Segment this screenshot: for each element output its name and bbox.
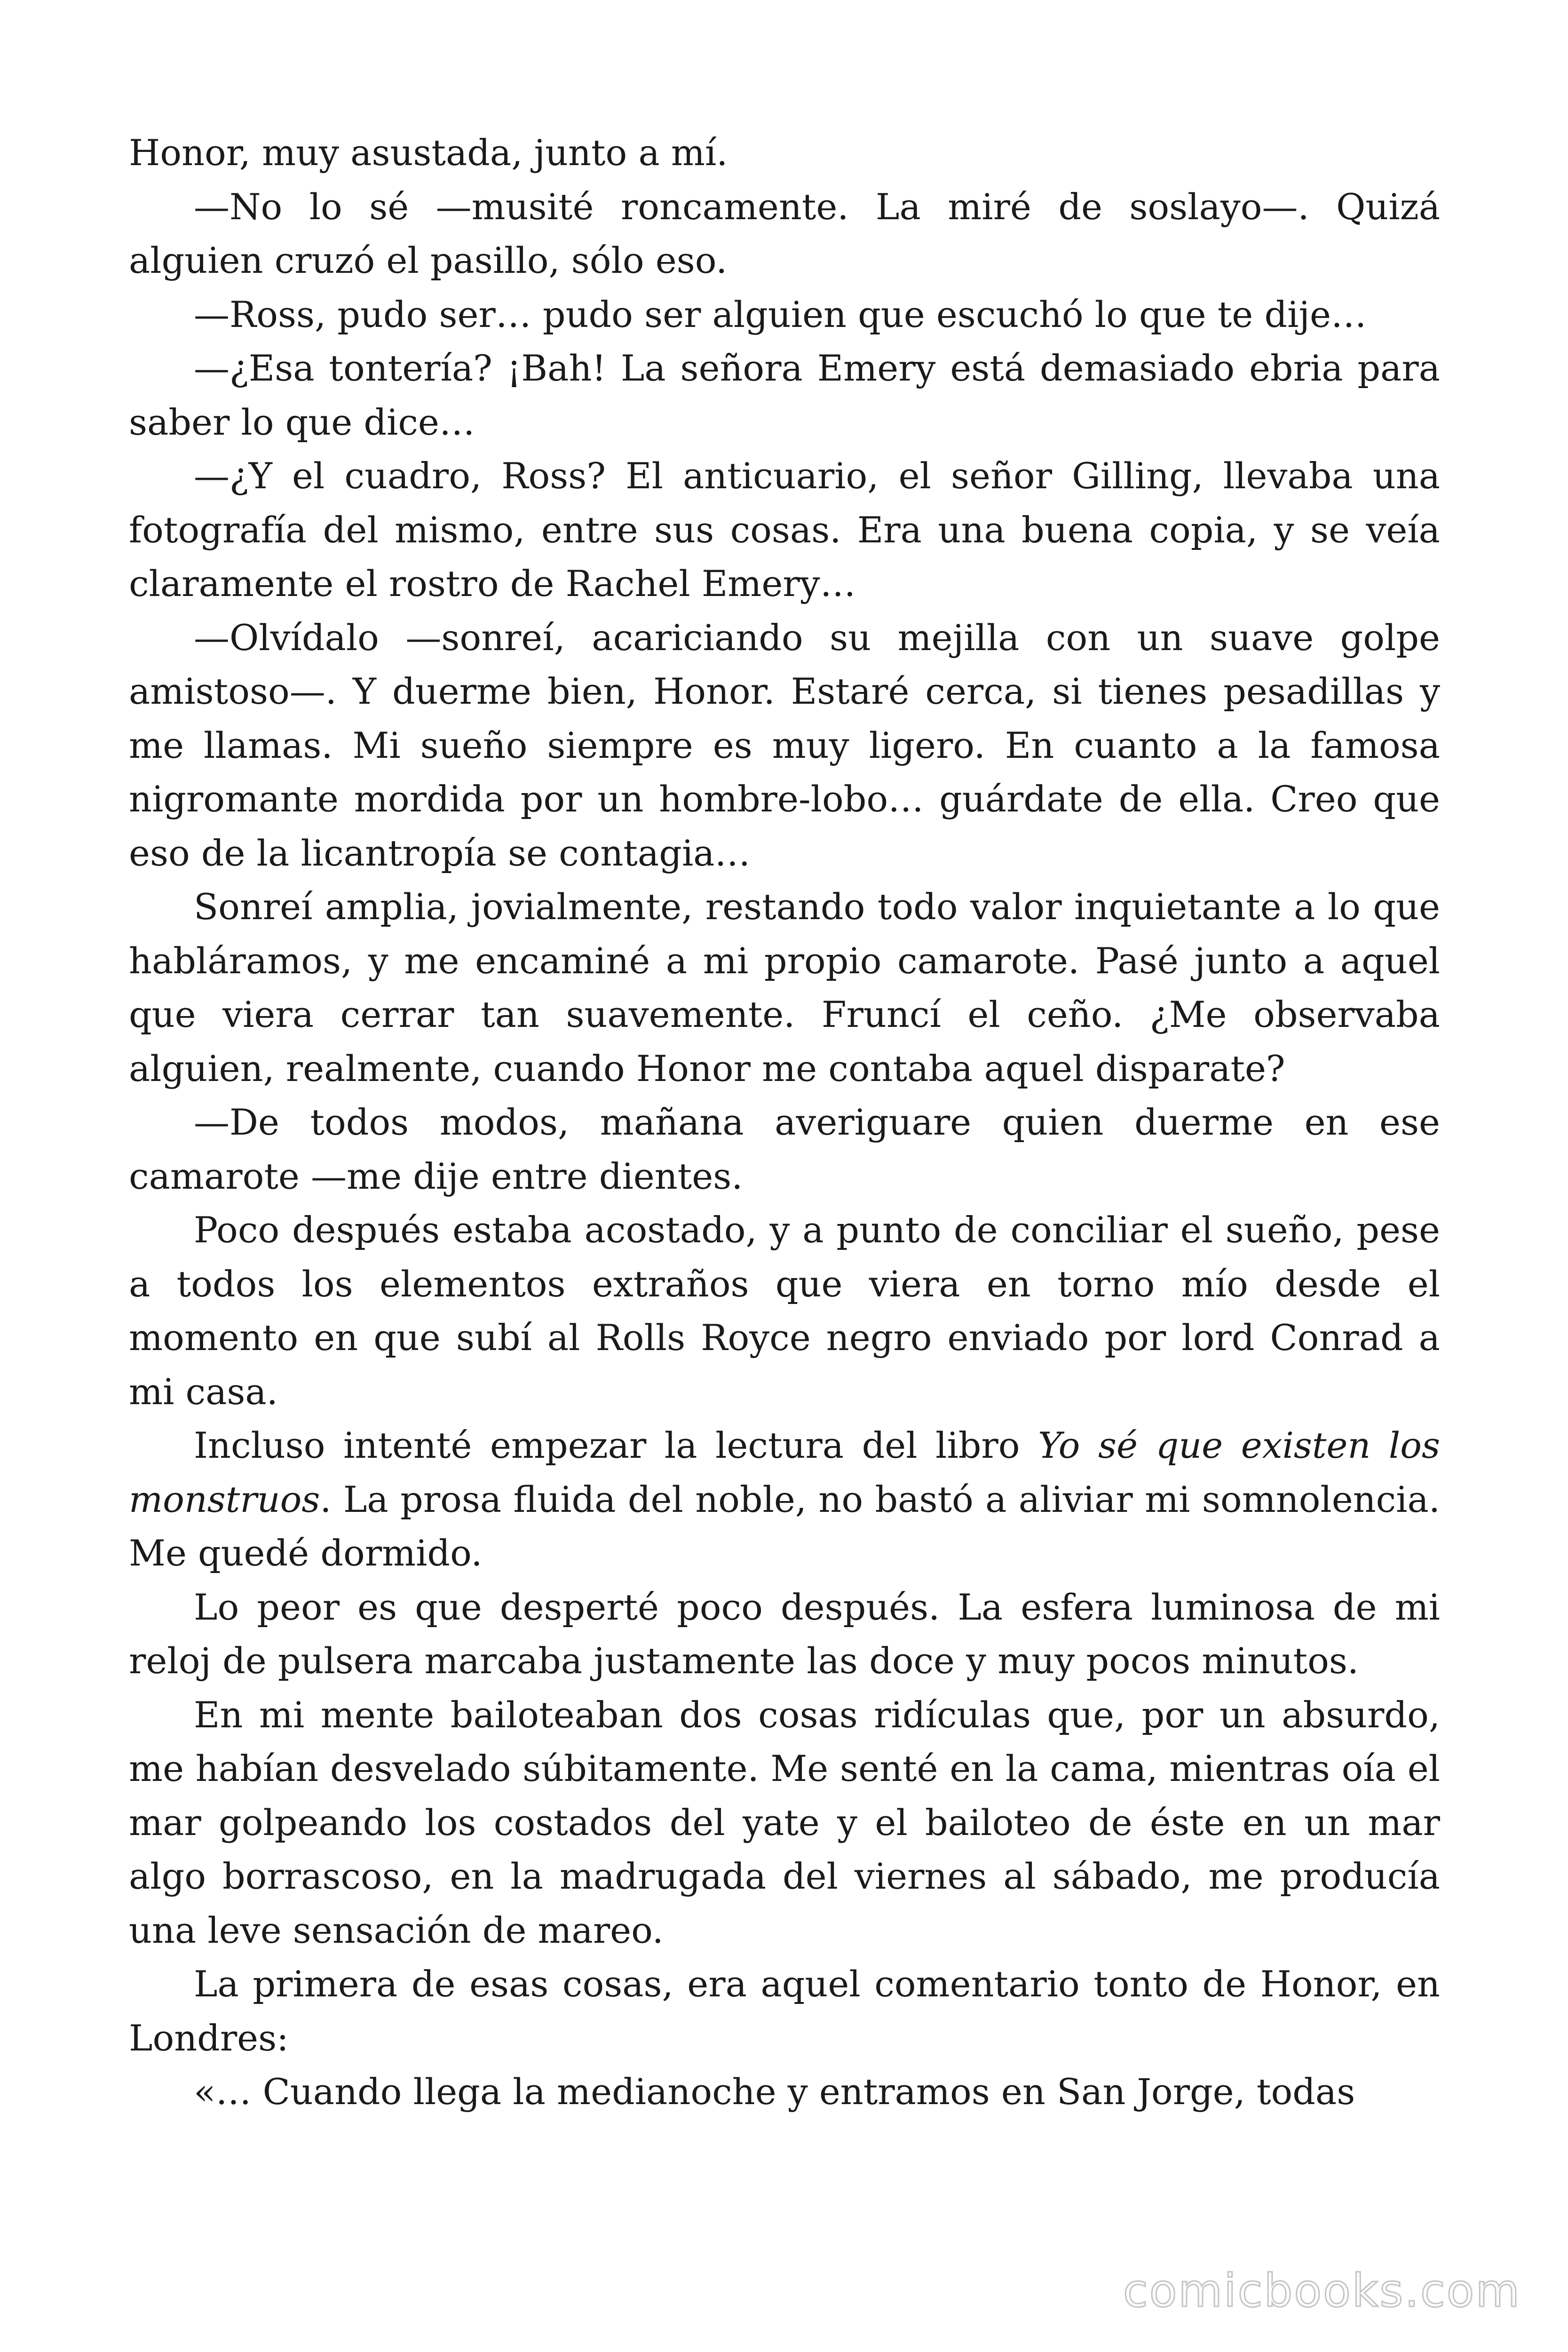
paragraph: —¿Y el cuadro, Ross? El anticuario, el señor Gilling, llevaba una fotografía del mismo, entre sus cosas. Era una buena copia, y se veía claramente el rostro de Rachel Emery… [129, 455, 1440, 604]
paragraph: La primera de esas cosas, era aquel comentario tonto de Honor, en Londres: [129, 1963, 1440, 2059]
paragraph: —Olvídalo —sonreí, acariciando su mejilla con un suave golpe amistoso—. Y duerme bien, Honor. Estaré cerca, si tienes pesadillas y me llamas. Mi sueño siempre es muy ligero. En cuanto a la famosa nigromante mordida por un hombre-lobo… guárdate de ella. Creo que eso de la licantropía se contagia… [129, 616, 1440, 874]
paragraph: —De todos modos, mañana averiguare quien duerme en ese camarote —me dije entre dientes. [129, 1101, 1440, 1197]
text-run: Incluso intenté empezar la lectura del libro [194, 1424, 1038, 1466]
paragraph: Sonreí amplia, jovialmente, restando todo valor inquietante a lo que habláramos, y me encaminé a mi propio camarote. Pasé junto a aquel que viera cerrar tan suavemente. Fruncí el ceño. ¿Me observaba alguien, realmente, cuando Honor me contaba aquel disparate? [129, 886, 1440, 1089]
paragraph-book-reference [129, 1419, 1440, 1581]
paragraph: Lo peor es que desperté poco después. La esfera luminosa de mi reloj de pulsera marcaba justamente las doce y muy pocos minutos. [129, 1586, 1440, 1682]
paragraph: Poco después estaba acostado, y a punto de conciliar el sueño, pese a todos los elementos extraños que viera en torno mío desde el momento en que subí al Rolls Royce negro enviado por lord Conrad a mi casa. [129, 1209, 1440, 1413]
paragraph: —No lo sé —musité roncamente. La miré de soslayo—. Quizá alguien cruzó el pasillo, sólo eso. [129, 185, 1440, 281]
text-run: . La prosa fluida del noble, no bastó a aliviar mi somnolencia. Me quedé dormido. [129, 1478, 1440, 1574]
book-title: Yo sé que existen los monstruos [129, 1424, 1440, 1520]
watermark: comicbooks.com [1123, 2265, 1521, 2317]
paragraph: —Ross, pudo ser… pudo ser alguien que escuchó lo que te dije… [194, 293, 1367, 335]
paragraph: En mi mente bailoteaban dos cosas ridículas que, por un absurdo, me habían desvelado súbitamente. Me senté en la cama, mientras oía el mar golpeando los costados del yate y el bailoteo de éste en un mar algo borrascoso, en la madrugada del viernes al sábado, me producía una leve sensación de mareo. [129, 1693, 1440, 1951]
paragraph: «… Cuando llega la medianoche y entramos en San Jorge, todas [194, 2071, 1355, 2113]
paragraph: —¿Esa tontería? ¡Bah! La señora Emery está demasiado ebria para saber lo que dice… [129, 347, 1440, 443]
book-page-text [129, 126, 1440, 2119]
paragraph: Honor, muy asustada, junto a mí. [129, 132, 728, 174]
